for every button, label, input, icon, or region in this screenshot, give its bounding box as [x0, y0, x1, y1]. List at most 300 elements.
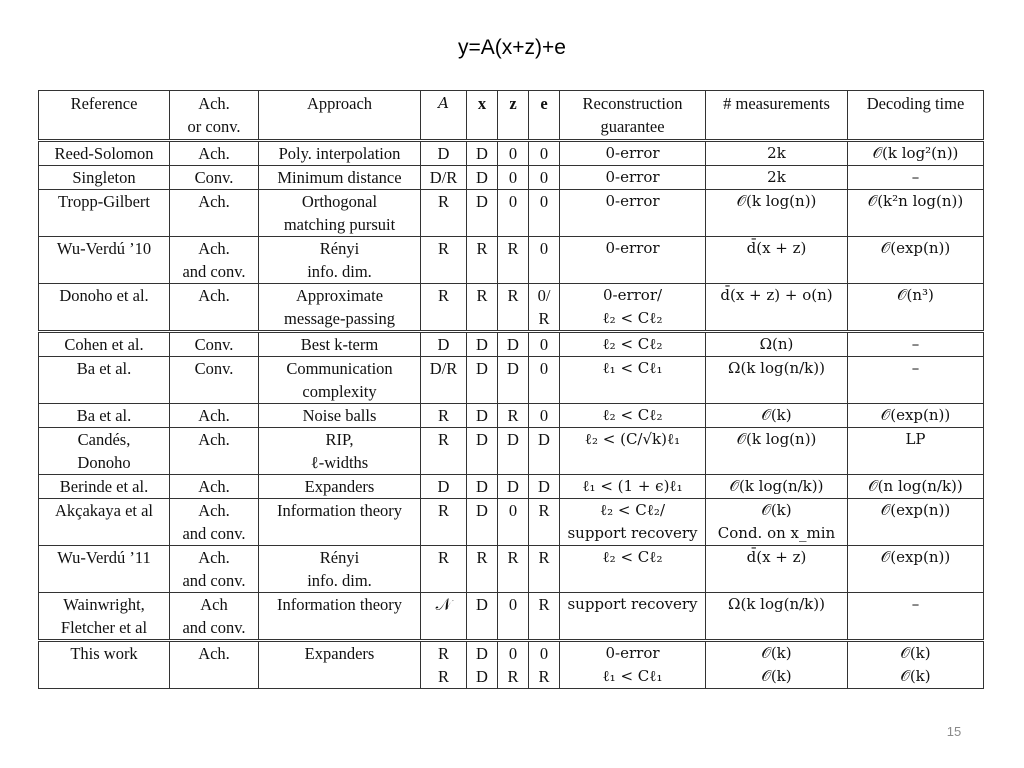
slide-title: y=A(x+z)+e	[458, 36, 566, 59]
x-type-cell-line1: D	[476, 335, 488, 354]
reference-cell-line1: Akçakaya et al	[54, 501, 154, 520]
matrix-type-cell-line1: R	[437, 286, 449, 305]
e-type-cell	[529, 190, 560, 237]
approach-cell	[259, 357, 421, 404]
approach-cell	[259, 237, 421, 284]
x-type-cell-line1: D	[476, 168, 488, 187]
reference-cell	[39, 475, 170, 499]
table-row	[39, 546, 984, 593]
approach-cell-line1: RIP,	[325, 430, 354, 449]
z-type-cell-line1: 0	[508, 168, 518, 187]
header-decoding-time: Decoding time	[848, 91, 984, 141]
z-type-cell	[498, 237, 529, 284]
ach-conv-cell-line1: Ach.	[198, 239, 230, 258]
reconstruction-cell	[560, 190, 706, 237]
measurements-cell-line1: 𝒪(k log(n))	[736, 192, 817, 210]
x-type-cell	[467, 357, 498, 404]
approach-cell	[259, 546, 421, 593]
measurements-cell-line1: Ω(k log(n/k))	[728, 595, 825, 613]
decoding-time-cell-line1: –	[911, 168, 920, 186]
approach-cell	[259, 428, 421, 475]
z-type-cell	[498, 284, 529, 332]
decoding-time-cell	[848, 428, 984, 475]
measurements-cell	[706, 166, 848, 190]
approach-cell-line1: Rényi	[319, 239, 360, 258]
x-type-cell-line1: D	[476, 644, 488, 663]
z-type-cell	[498, 475, 529, 499]
e-type-cell	[529, 428, 560, 475]
approach-cell-line1: Expanders	[304, 477, 375, 496]
z-type-cell-line1: 0	[508, 192, 518, 211]
table-row	[39, 593, 984, 641]
x-type-cell	[467, 593, 498, 641]
approach-cell-line1: Poly. interpolation	[278, 144, 401, 163]
matrix-type-cell	[421, 357, 467, 404]
reconstruction-cell-line1: ℓ₂ < Cℓ₂/	[599, 501, 666, 519]
reconstruction-cell-line1: 0-error	[605, 644, 660, 662]
reference-cell	[39, 499, 170, 546]
matrix-type-cell-line1: R	[437, 406, 449, 425]
decoding-time-cell-line1: 𝒪(n³)	[897, 286, 934, 304]
e-type-cell-line1: 0	[539, 644, 549, 663]
reference-cell-line2: Donoho	[77, 453, 131, 472]
z-type-cell-line1: 0	[508, 144, 518, 163]
reconstruction-cell	[560, 141, 706, 166]
z-type-cell-line1: D	[507, 477, 519, 496]
table-row	[39, 475, 984, 499]
reference-cell-line1: Wainwright,	[63, 595, 145, 614]
approach-cell-line2: message-passing	[284, 309, 395, 328]
header-ach	[170, 91, 259, 141]
reconstruction-cell	[560, 332, 706, 357]
e-type-cell-line1: 0/	[537, 286, 551, 305]
matrix-type-cell	[421, 284, 467, 332]
reconstruction-cell	[560, 166, 706, 190]
measurements-cell-line2: Cond. on x_min	[717, 524, 836, 542]
approach-cell-line1: Expanders	[304, 644, 375, 663]
z-type-cell-line1: D	[507, 430, 519, 449]
z-type-cell	[498, 499, 529, 546]
ach-conv-cell-line1: Conv.	[194, 359, 234, 378]
reference-cell-line1: This work	[70, 644, 138, 663]
z-type-cell-line1: 0	[508, 644, 518, 663]
ach-conv-cell	[170, 237, 259, 284]
measurements-cell-line1: d̄(x + z)	[746, 548, 807, 566]
reconstruction-cell-line1: support recovery	[567, 595, 698, 613]
header-measurements: # measurements	[706, 91, 848, 141]
approach-cell	[259, 166, 421, 190]
table-row	[39, 284, 984, 332]
x-type-cell	[467, 332, 498, 357]
e-type-cell	[529, 166, 560, 190]
x-type-cell	[467, 428, 498, 475]
decoding-time-cell	[848, 499, 984, 546]
matrix-type-cell	[421, 166, 467, 190]
measurements-cell	[706, 332, 848, 357]
x-type-cell	[467, 475, 498, 499]
measurements-cell-line1: 𝒪(k)	[761, 406, 792, 424]
ach-conv-cell-line1: Ach.	[198, 192, 230, 211]
ach-conv-cell	[170, 166, 259, 190]
reference-cell-line1: Cohen et al.	[64, 335, 144, 354]
reference-cell-line1: Ba et al.	[76, 406, 132, 425]
reference-cell-line1: Singleton	[72, 168, 136, 187]
table-row	[39, 190, 984, 237]
table-row	[39, 237, 984, 284]
reference-cell	[39, 332, 170, 357]
reconstruction-cell	[560, 404, 706, 428]
header-ach-line2: or conv.	[187, 117, 241, 136]
reconstruction-cell	[560, 475, 706, 499]
ach-conv-cell-line2: and conv.	[182, 262, 246, 281]
table-row	[39, 166, 984, 190]
matrix-type-cell-line1: 𝒩	[435, 595, 452, 614]
reconstruction-cell	[560, 357, 706, 404]
x-type-cell-line1: D	[476, 359, 488, 378]
z-type-cell-line1: R	[507, 239, 519, 258]
x-type-cell-line1: D	[476, 501, 488, 520]
z-type-cell	[498, 357, 529, 404]
reconstruction-cell-line1: ℓ₂ < Cℓ₂	[602, 406, 663, 424]
table-row	[39, 332, 984, 357]
measurements-cell-line1: 𝒪(k log(n))	[736, 430, 817, 448]
measurements-cell	[706, 641, 848, 689]
ach-conv-cell-line1: Ach.	[198, 501, 230, 520]
ach-conv-cell	[170, 284, 259, 332]
reference-cell-line1: Reed-Solomon	[54, 144, 154, 163]
matrix-type-cell-line1: R	[437, 192, 449, 211]
measurements-cell-line1: 𝒪(k)	[761, 644, 792, 662]
decoding-time-cell-line1: –	[911, 359, 920, 377]
e-type-cell-line2: R	[538, 309, 550, 328]
measurements-cell-line1: 𝒪(k)	[761, 501, 792, 519]
e-type-cell-line1: 0	[539, 168, 549, 187]
decoding-time-cell	[848, 141, 984, 166]
reconstruction-cell	[560, 546, 706, 593]
matrix-type-cell	[421, 546, 467, 593]
measurements-cell	[706, 475, 848, 499]
approach-cell	[259, 190, 421, 237]
reconstruction-cell	[560, 499, 706, 546]
reconstruction-cell	[560, 428, 706, 475]
matrix-type-cell-line1: D/R	[429, 168, 458, 187]
reference-cell-line1: Donoho et al.	[59, 286, 149, 305]
measurements-cell	[706, 284, 848, 332]
x-type-cell	[467, 141, 498, 166]
matrix-type-cell	[421, 593, 467, 641]
ach-conv-cell-line1: Conv.	[194, 335, 234, 354]
decoding-time-cell	[848, 237, 984, 284]
matrix-type-cell-line1: D	[437, 335, 450, 354]
ach-conv-cell-line2: and conv.	[182, 618, 246, 637]
reconstruction-cell-line1: ℓ₂ < (C/√k)ℓ₁	[584, 430, 681, 448]
reconstruction-cell-line1: 0-error/	[602, 286, 663, 304]
approach-cell-line2: matching pursuit	[283, 215, 396, 234]
decoding-time-cell-line1: LP	[905, 430, 926, 448]
measurements-cell-line1: Ω(n)	[759, 335, 794, 353]
approach-cell-line1: Noise balls	[302, 406, 377, 425]
decoding-time-cell	[848, 332, 984, 357]
decoding-time-cell	[848, 284, 984, 332]
z-type-cell-line1: 0	[508, 595, 518, 614]
measurements-cell	[706, 237, 848, 284]
matrix-type-cell	[421, 237, 467, 284]
ach-conv-cell	[170, 141, 259, 166]
x-type-cell-line1: D	[476, 406, 488, 425]
e-type-cell	[529, 141, 560, 166]
reconstruction-cell	[560, 641, 706, 689]
decoding-time-cell	[848, 593, 984, 641]
matrix-type-cell-line2: R	[437, 667, 449, 686]
matrix-type-cell-line1: R	[437, 239, 449, 258]
table-row	[39, 428, 984, 475]
decoding-time-cell-line1: 𝒪(k log²(n))	[872, 144, 959, 162]
matrix-type-cell-line1: D	[437, 144, 450, 163]
ach-conv-cell	[170, 546, 259, 593]
decoding-time-cell	[848, 357, 984, 404]
header-reference: Reference	[39, 91, 170, 141]
approach-cell-line2: ℓ-widths	[310, 453, 369, 472]
x-type-cell	[467, 641, 498, 689]
matrix-type-cell	[421, 190, 467, 237]
ach-conv-cell-line1: Ach.	[198, 548, 230, 567]
reference-cell	[39, 428, 170, 475]
e-type-cell-line1: 0	[539, 335, 549, 354]
measurements-cell	[706, 593, 848, 641]
z-type-cell-line2: R	[507, 667, 519, 686]
reconstruction-cell	[560, 593, 706, 641]
approach-cell	[259, 475, 421, 499]
approach-cell-line1: Information theory	[276, 595, 403, 614]
reconstruction-cell-line2: ℓ₂ < Cℓ₂	[602, 309, 663, 327]
matrix-type-cell-line1: D/R	[429, 359, 458, 378]
e-type-cell	[529, 593, 560, 641]
reference-cell-line1: Ba et al.	[76, 359, 132, 378]
matrix-type-cell-line1: R	[437, 548, 449, 567]
reference-cell	[39, 141, 170, 166]
reconstruction-cell-line1: 0-error	[605, 168, 660, 186]
z-type-cell	[498, 593, 529, 641]
reconstruction-cell-line2: support recovery	[567, 524, 698, 542]
reference-cell	[39, 237, 170, 284]
measurements-cell-line1: 2k	[767, 168, 786, 186]
reconstruction-cell	[560, 237, 706, 284]
decoding-time-cell	[848, 190, 984, 237]
measurements-cell	[706, 546, 848, 593]
ach-conv-cell	[170, 499, 259, 546]
approach-cell-line2: complexity	[302, 382, 377, 401]
decoding-time-cell-line1: 𝒪(k²n log(n))	[867, 192, 964, 210]
header-e: e	[529, 91, 560, 141]
e-type-cell-line1: 0	[539, 239, 549, 258]
reference-cell	[39, 593, 170, 641]
ach-conv-cell	[170, 593, 259, 641]
ach-conv-cell	[170, 428, 259, 475]
e-type-cell-line2: R	[538, 667, 550, 686]
ach-conv-cell-line1: Ach.	[198, 477, 230, 496]
reference-cell-line1: Wu-Verdú ’10	[56, 239, 152, 258]
reconstruction-cell-line2: ℓ₁ < Cℓ₁	[602, 667, 663, 685]
x-type-cell	[467, 499, 498, 546]
z-type-cell	[498, 141, 529, 166]
x-type-cell	[467, 404, 498, 428]
reconstruction-cell-line1: ℓ₂ < Cℓ₂	[602, 335, 663, 353]
reference-cell	[39, 166, 170, 190]
e-type-cell	[529, 404, 560, 428]
z-type-cell	[498, 166, 529, 190]
z-type-cell	[498, 190, 529, 237]
x-type-cell-line1: D	[476, 430, 488, 449]
x-type-cell-line1: R	[476, 239, 488, 258]
reconstruction-cell-line1: ℓ₂ < Cℓ₂	[602, 548, 663, 566]
approach-cell-line2: info. dim.	[307, 262, 372, 281]
z-type-cell	[498, 428, 529, 475]
e-type-cell	[529, 546, 560, 593]
decoding-time-cell	[848, 404, 984, 428]
matrix-type-cell	[421, 499, 467, 546]
e-type-cell-line1: D	[538, 477, 550, 496]
ach-conv-cell	[170, 357, 259, 404]
ach-conv-cell	[170, 332, 259, 357]
measurements-cell-line1: Ω(k log(n/k))	[728, 359, 825, 377]
decoding-time-cell	[848, 641, 984, 689]
header-z: z	[498, 91, 529, 141]
measurements-cell	[706, 404, 848, 428]
x-type-cell-line1: D	[476, 595, 488, 614]
reference-cell	[39, 641, 170, 689]
e-type-cell-line1: R	[538, 501, 550, 520]
decoding-time-cell-line1: 𝒪(k)	[900, 644, 931, 662]
measurements-cell-line2: 𝒪(k)	[761, 667, 792, 685]
approach-cell-line1: Rényi	[319, 548, 360, 567]
e-type-cell	[529, 475, 560, 499]
e-type-cell-line1: R	[538, 548, 550, 567]
decoding-time-cell	[848, 166, 984, 190]
decoding-time-cell-line1: 𝒪(exp(n))	[880, 548, 951, 566]
matrix-type-cell-line1: D	[437, 477, 450, 496]
x-type-cell-line2: D	[476, 667, 488, 686]
approach-cell	[259, 141, 421, 166]
x-type-cell-line1: R	[476, 286, 488, 305]
ach-conv-cell-line1: Ach.	[198, 406, 230, 425]
e-type-cell-line1: R	[538, 595, 550, 614]
ach-conv-cell	[170, 641, 259, 689]
approach-cell-line1: Minimum distance	[277, 168, 402, 187]
header-recon-line1: Reconstruction	[582, 94, 683, 113]
reconstruction-cell-line1: 0-error	[605, 192, 660, 210]
e-type-cell	[529, 237, 560, 284]
table-header	[39, 91, 984, 141]
decoding-time-cell-line2: 𝒪(k)	[900, 667, 931, 685]
e-type-cell-line1: 0	[539, 144, 549, 163]
e-type-cell	[529, 332, 560, 357]
x-type-cell-line1: D	[476, 477, 488, 496]
ach-conv-cell-line2: and conv.	[182, 524, 246, 543]
header-approach: Approach	[259, 91, 421, 141]
e-type-cell-line1: 0	[539, 406, 549, 425]
table-row	[39, 499, 984, 546]
decoding-time-cell-line1: –	[911, 595, 920, 613]
reference-cell	[39, 357, 170, 404]
e-type-cell-line1: 0	[539, 359, 549, 378]
measurements-cell-line1: 𝒪(k log(n/k))	[729, 477, 824, 495]
table-row	[39, 141, 984, 166]
approach-cell	[259, 593, 421, 641]
decoding-time-cell	[848, 475, 984, 499]
approach-cell-line1: Approximate	[295, 286, 384, 305]
reference-cell	[39, 404, 170, 428]
e-type-cell-line1: D	[538, 430, 550, 449]
decoding-time-cell-line1: 𝒪(n log(n/k))	[868, 477, 963, 495]
e-type-cell	[529, 284, 560, 332]
z-type-cell-line1: R	[507, 406, 519, 425]
reconstruction-cell-line1: 0-error	[605, 239, 660, 257]
page-number: 15	[946, 724, 962, 739]
measurements-cell-line1: d̄(x + z)	[746, 239, 807, 257]
ach-conv-cell-line1: Conv.	[194, 168, 234, 187]
measurements-cell	[706, 141, 848, 166]
matrix-type-cell	[421, 141, 467, 166]
comparison-table	[38, 90, 984, 689]
approach-cell-line1: Orthogonal	[301, 192, 378, 211]
z-type-cell-line1: 0	[508, 501, 518, 520]
ach-conv-cell-line1: Ach.	[198, 144, 230, 163]
ach-conv-cell	[170, 190, 259, 237]
reconstruction-cell-line1: ℓ₁ < Cℓ₁	[602, 359, 663, 377]
matrix-type-cell	[421, 475, 467, 499]
z-type-cell	[498, 546, 529, 593]
z-type-cell	[498, 641, 529, 689]
matrix-type-cell-line1: R	[437, 430, 449, 449]
approach-cell-line1: Communication	[286, 359, 393, 378]
measurements-cell-line1: 2k	[767, 144, 786, 162]
e-type-cell	[529, 357, 560, 404]
x-type-cell	[467, 190, 498, 237]
header-ach-line1: Ach.	[198, 94, 230, 113]
reconstruction-cell	[560, 284, 706, 332]
reconstruction-cell-line1: 0-error	[605, 144, 660, 162]
table-row	[39, 641, 984, 689]
header-A: A	[421, 91, 467, 141]
ach-conv-cell-line2: and conv.	[182, 571, 246, 590]
z-type-cell-line1: D	[507, 359, 519, 378]
decoding-time-cell-line1: 𝒪(exp(n))	[880, 501, 951, 519]
ach-conv-cell-line1: Ach	[200, 595, 228, 614]
reconstruction-cell-line1: ℓ₁ < (1 + ϵ)ℓ₁	[582, 477, 683, 495]
x-type-cell	[467, 166, 498, 190]
reference-cell	[39, 284, 170, 332]
decoding-time-cell-line1: 𝒪(exp(n))	[880, 406, 951, 424]
z-type-cell	[498, 404, 529, 428]
ach-conv-cell-line1: Ach.	[198, 286, 230, 305]
measurements-cell	[706, 428, 848, 475]
reference-cell-line1: Berinde et al.	[59, 477, 149, 496]
x-type-cell	[467, 237, 498, 284]
x-type-cell-line1: D	[476, 192, 488, 211]
decoding-time-cell-line1: 𝒪(exp(n))	[880, 239, 951, 257]
approach-cell	[259, 641, 421, 689]
e-type-cell	[529, 641, 560, 689]
ach-conv-cell-line1: Ach.	[198, 430, 230, 449]
matrix-type-cell	[421, 428, 467, 475]
table-row	[39, 357, 984, 404]
approach-cell	[259, 284, 421, 332]
header-recon-line2: guarantee	[600, 117, 665, 136]
measurements-cell	[706, 499, 848, 546]
e-type-cell	[529, 499, 560, 546]
approach-cell-line1: Information theory	[276, 501, 403, 520]
x-type-cell	[467, 546, 498, 593]
